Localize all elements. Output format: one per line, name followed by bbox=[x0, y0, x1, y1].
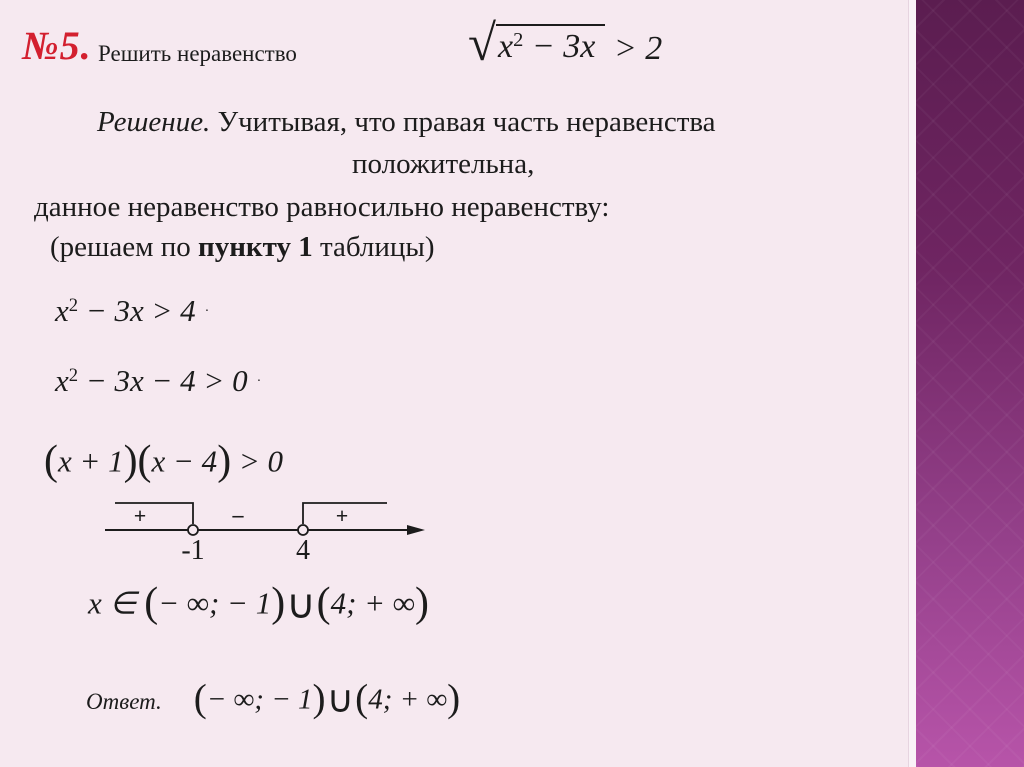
factored-factor-2: x − 4 bbox=[151, 443, 218, 479]
step1-exponent: 2 bbox=[68, 294, 79, 316]
ss-open-paren-1: ( bbox=[144, 580, 159, 626]
step1-rest: − 3x > 4 bbox=[78, 293, 196, 328]
problem-formula bbox=[468, 16, 663, 72]
ss-close-paren-2: ) bbox=[414, 580, 429, 626]
radicand-rest: − 3x bbox=[523, 28, 596, 65]
step2-rest: − 3x − 4 > 0 bbox=[78, 363, 248, 398]
ss-open-paren-2: ( bbox=[316, 580, 331, 626]
open-point-4 bbox=[298, 525, 308, 535]
factored-close-paren: ) bbox=[217, 438, 232, 484]
solution-label: Решение. bbox=[97, 106, 211, 138]
problem-rhs: > 2 bbox=[605, 30, 663, 67]
solution-line-4-post: таблицы) bbox=[312, 231, 435, 263]
number-line-diagram bbox=[95, 492, 435, 567]
answer-close-paren-1: ) bbox=[312, 677, 326, 720]
ss-interval-2: 4; + ∞ bbox=[330, 585, 415, 621]
radicand-exponent: 2 bbox=[513, 28, 524, 51]
square-root bbox=[468, 16, 605, 72]
step2-exponent: 2 bbox=[68, 364, 79, 386]
solution-line-1-text: Учитывая, что правая часть неравенства bbox=[210, 106, 716, 138]
sidebar-edge-strip bbox=[909, 0, 916, 767]
answer-open-paren-1: ( bbox=[193, 677, 207, 720]
factored-rhs: > 0 bbox=[231, 443, 284, 479]
step2-mark: · bbox=[256, 373, 262, 389]
solution-line-4 bbox=[50, 231, 435, 264]
radicand bbox=[496, 24, 605, 66]
factored-formula bbox=[44, 437, 283, 485]
solution-line-4-bold: пункту 1 bbox=[197, 231, 313, 263]
axis-arrowhead bbox=[407, 525, 425, 535]
answer-interval-1: − ∞; − 1 bbox=[206, 683, 313, 716]
answer-label: Ответ. bbox=[86, 688, 162, 714]
point-label-minus-1: -1 bbox=[181, 535, 205, 566]
task-number: №5. bbox=[22, 23, 92, 68]
solution-set-formula bbox=[88, 579, 429, 628]
sign-minus-middle: – bbox=[232, 502, 244, 527]
factored-open-paren: ( bbox=[44, 438, 58, 484]
radicand-base: x bbox=[498, 28, 514, 65]
ss-interval-1: − ∞; − 1 bbox=[158, 585, 272, 621]
answer-interval-2: 4; + ∞ bbox=[368, 683, 448, 716]
step-formula-1 bbox=[55, 293, 209, 329]
factored-factor-1: x + 1 bbox=[57, 443, 124, 479]
decorative-sidebar bbox=[916, 0, 1024, 767]
step-formula-2 bbox=[55, 363, 261, 399]
answer-open-paren-2: ( bbox=[355, 677, 369, 720]
answer-union-symbol: ∪ bbox=[326, 679, 355, 722]
task-title: Решить неравенство bbox=[98, 41, 297, 66]
solution-line-1 bbox=[97, 106, 716, 139]
ss-close-paren-1: ) bbox=[271, 580, 286, 626]
open-point-minus-1 bbox=[188, 525, 198, 535]
solution-set-lhs: x ∈ bbox=[88, 585, 145, 621]
radical-sign: √ bbox=[468, 16, 496, 72]
step1-base: x bbox=[55, 293, 69, 328]
point-label-4: 4 bbox=[296, 535, 310, 566]
step2-base: x bbox=[55, 363, 69, 398]
union-symbol: ∪ bbox=[286, 581, 316, 627]
left-interval-bracket bbox=[115, 503, 193, 524]
solution-line-2: положительна, bbox=[352, 148, 535, 180]
solution-line-3: данное неравенство равносильно неравенству: bbox=[34, 191, 610, 223]
sign-plus-right: + bbox=[335, 503, 349, 528]
answer-line bbox=[86, 676, 460, 722]
solution-line-4-pre: (решаем по bbox=[50, 231, 198, 263]
answer-close-paren-2: ) bbox=[447, 677, 461, 720]
step1-mark: · bbox=[204, 303, 210, 319]
factored-middle-parens: )( bbox=[123, 438, 152, 484]
sign-plus-left: + bbox=[133, 503, 147, 528]
